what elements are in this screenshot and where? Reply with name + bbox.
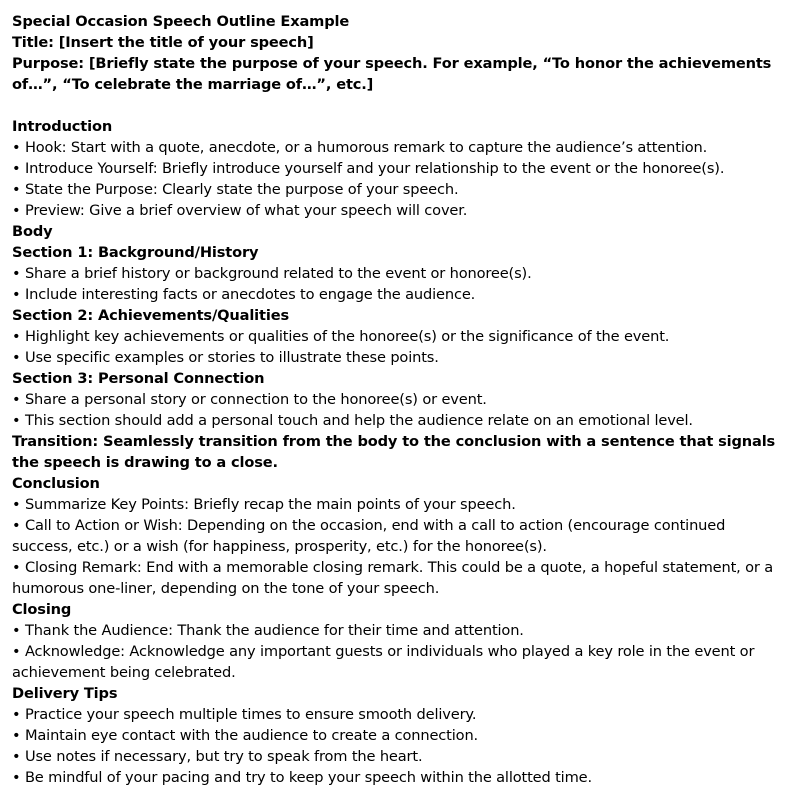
introduction-heading: Introduction — [12, 118, 113, 135]
list-item: • Hook: Start with a quote, anecdote, or a humorous remark to capture the audience’s attention. — [12, 139, 708, 156]
list-item: • Use specific examples or stories to illustrate these points. — [12, 349, 439, 366]
list-item: • Practice your speech multiple times to ensure smooth delivery. — [12, 706, 477, 723]
list-item: • Share a personal story or connection to the honoree(s) or event. — [12, 391, 487, 408]
list-item: • Summarize Key Points: Briefly recap the main points of your speech. — [12, 496, 516, 513]
conclusion-heading: Conclusion — [12, 475, 100, 492]
list-item: • Acknowledge: Acknowledge any important guests or individuals who played a key role in the event or achievement being celebrated. — [12, 643, 755, 681]
list-item: • Introduce Yourself: Briefly introduce yourself and your relationship to the event or the honoree(s). — [12, 160, 725, 177]
document-title: Special Occasion Speech Outline Example — [12, 13, 350, 30]
speech-title-line: Title: [Insert the title of your speech] — [12, 34, 314, 51]
list-item: • Thank the Audience: Thank the audience for their time and attention. — [12, 622, 524, 639]
body-heading: Body — [12, 223, 53, 240]
list-item: • Include interesting facts or anecdotes to engage the audience. — [12, 286, 476, 303]
list-item: • Highlight key achievements or qualities of the honoree(s) or the significance of the event. — [12, 328, 670, 345]
list-item: • State the Purpose: Clearly state the purpose of your speech. — [12, 181, 459, 198]
blank-line — [12, 95, 790, 116]
list-item: • Use notes if necessary, but try to speak from the heart. — [12, 748, 423, 765]
speech-outline-document — [12, 11, 790, 788]
purpose-line: Purpose: [Briefly state the purpose of your speech. For example, “To honor the achievements of…”, “To celebrate the marriage of…”, etc.] — [12, 55, 772, 93]
list-item: • Preview: Give a brief overview of what your speech will cover. — [12, 202, 468, 219]
section-3-heading: Section 3: Personal Connection — [12, 370, 265, 387]
list-item: • Be mindful of your pacing and try to keep your speech within the allotted time. — [12, 769, 592, 786]
transition-text: Transition: Seamlessly transition from the body to the conclusion with a sentence that signals the speech is drawing to a close. — [12, 433, 776, 471]
closing-heading: Closing — [12, 601, 72, 618]
list-item: • Call to Action or Wish: Depending on the occasion, end with a call to action (encourage continued success, etc.) or a wish (for happiness, prosperity, etc.) for the honoree(s). — [12, 517, 726, 555]
delivery-tips-heading: Delivery Tips — [12, 685, 118, 702]
list-item: • Closing Remark: End with a memorable closing remark. This could be a quote, a hopeful statement, or a humorous one-liner, depending on the tone of your speech. — [12, 559, 774, 597]
list-item: • Maintain eye contact with the audience to create a connection. — [12, 727, 479, 744]
section-1-heading: Section 1: Background/History — [12, 244, 259, 261]
section-2-heading: Section 2: Achievements/Qualities — [12, 307, 289, 324]
list-item: • Share a brief history or background related to the event or honoree(s). — [12, 265, 532, 282]
list-item: • This section should add a personal touch and help the audience relate on an emotional level. — [12, 412, 693, 429]
